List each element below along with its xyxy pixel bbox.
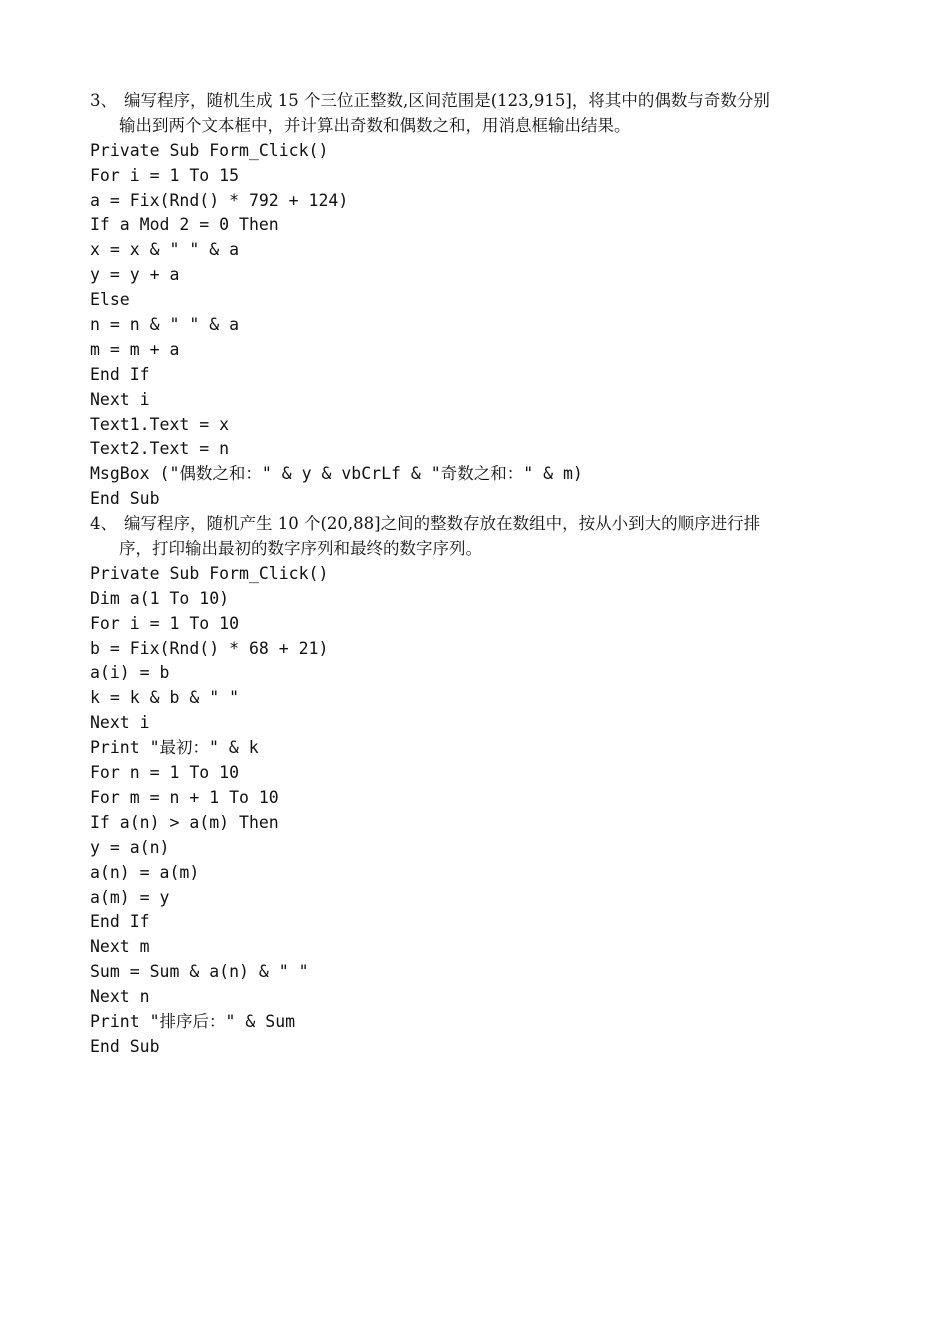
question-prompt-line — [90, 89, 870, 114]
code-line: If a(n) > a(m) Then — [90, 812, 279, 832]
code-line: Private Sub Form_Click() — [90, 563, 329, 583]
code-line: n = n & " " & a — [90, 315, 240, 335]
code-line: Next i — [90, 713, 150, 733]
code-line: Text1.Text = x — [90, 414, 230, 434]
code-line: For n = 1 To 10 — [90, 763, 240, 783]
code-line: Next n — [90, 987, 150, 1007]
question-prompt-line: 序，打印输出最初的数字序列和最终的数字序列。 — [119, 539, 482, 559]
code-line: For m = n + 1 To 10 — [90, 787, 279, 807]
code-line: m = m + a — [90, 339, 180, 359]
code-line: End Sub — [90, 489, 160, 509]
code-line: For i = 1 To 15 — [90, 165, 240, 185]
code-line: If a Mod 2 = 0 Then — [90, 215, 279, 235]
question-prompt-line: 输出到两个文本框中，并计算出奇数和偶数之和，用消息框输出结果。 — [119, 115, 631, 135]
code-line: Next m — [90, 937, 150, 957]
code-line: For i = 1 To 10 — [90, 613, 240, 633]
code-line: a = Fix(Rnd() * 792 + 124) — [90, 190, 349, 210]
code-line: End Sub — [90, 1036, 160, 1056]
code-block-4 — [90, 562, 870, 1060]
question-3 — [90, 89, 870, 139]
code-line: a(n) = a(m) — [90, 862, 200, 882]
question-prompt-line — [90, 512, 870, 537]
code-line: Next i — [90, 389, 150, 409]
question-prompt-text: 编写程序，随机产生 10 个(20,88]之间的整数存放在数组中，按从小到大的顺序进行排 — [124, 514, 761, 534]
code-line: y = a(n) — [90, 837, 170, 857]
question-4 — [90, 512, 870, 562]
code-line: End If — [90, 912, 150, 932]
code-line: k = k & b & " " — [90, 688, 240, 708]
code-line: y = y + a — [90, 265, 180, 285]
question-prompt-text: 编写程序，随机生成 15 个三位正整数,区间范围是(123,915]，将其中的偶数与奇数分别 — [124, 91, 770, 110]
code-line: Print "最初：" & k — [90, 738, 259, 758]
code-line: x = x & " " & a — [90, 240, 240, 260]
question-number: 3、 — [90, 91, 117, 110]
code-line: Print "排序后：" & Sum — [90, 1011, 296, 1031]
code-line: Sum = Sum & a(n) & " " — [90, 962, 309, 982]
code-line: a(m) = y — [90, 887, 170, 907]
document-content — [90, 89, 870, 1060]
question-number: 4、 — [90, 514, 117, 534]
code-line: Else — [90, 290, 130, 310]
code-line: Dim a(1 To 10) — [90, 588, 230, 608]
code-line: End If — [90, 364, 150, 384]
code-line: Private Sub Form_Click() — [90, 140, 329, 160]
code-block-3 — [90, 139, 870, 512]
code-line: b = Fix(Rnd() * 68 + 21) — [90, 638, 329, 658]
code-line: MsgBox ("偶数之和：" & y & vbCrLf & "奇数之和：" & m) — [90, 464, 583, 484]
code-line: Text2.Text = n — [90, 439, 230, 459]
code-line: a(i) = b — [90, 663, 170, 683]
